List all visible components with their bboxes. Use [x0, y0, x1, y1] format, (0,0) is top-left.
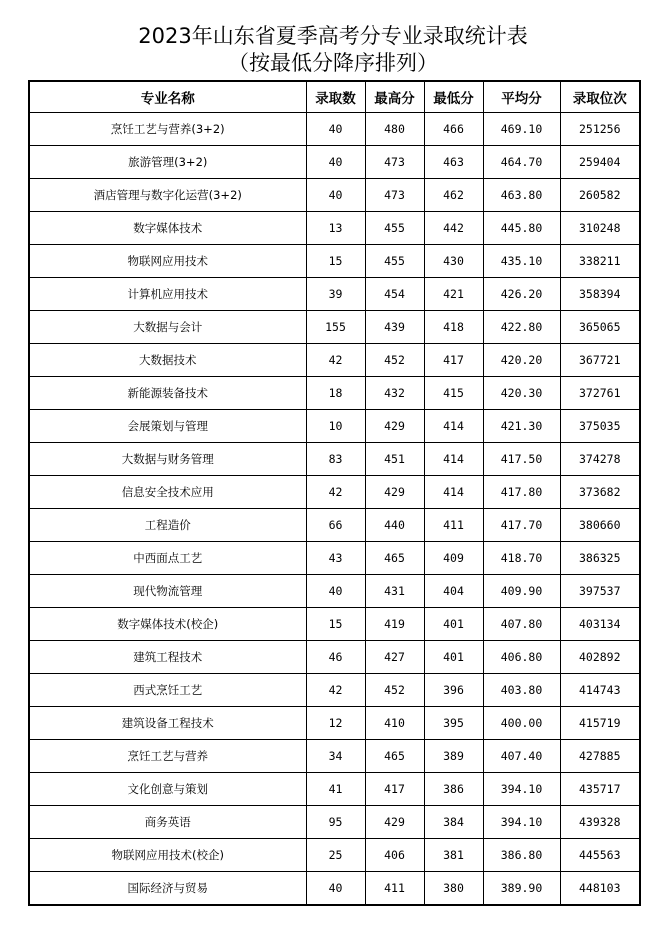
cell-admission-rank: 259404: [560, 146, 640, 179]
cell-admitted-count: 12: [306, 707, 365, 740]
cell-avg-score: 420.30: [483, 377, 560, 410]
table-row: [29, 740, 640, 773]
cell-min-score: 401: [424, 608, 483, 641]
table-row: [29, 410, 640, 443]
cell-admission-rank: 397537: [560, 575, 640, 608]
cell-admitted-count: 40: [306, 146, 365, 179]
cell-avg-score: 389.90: [483, 872, 560, 906]
table-row: [29, 839, 640, 872]
cell-major-name: 数字媒体技术(校企): [29, 608, 306, 641]
cell-max-score: 455: [365, 212, 424, 245]
header-max-score: 最高分: [365, 81, 424, 113]
cell-major-name: 建筑设备工程技术: [29, 707, 306, 740]
cell-max-score: 439: [365, 311, 424, 344]
table-row: [29, 311, 640, 344]
table-row: [29, 443, 640, 476]
cell-min-score: 386: [424, 773, 483, 806]
cell-avg-score: 406.80: [483, 641, 560, 674]
cell-avg-score: 417.80: [483, 476, 560, 509]
cell-admission-rank: 427885: [560, 740, 640, 773]
cell-min-score: 381: [424, 839, 483, 872]
cell-major-name: 中西面点工艺: [29, 542, 306, 575]
header-avg-score: 平均分: [483, 81, 560, 113]
cell-avg-score: 422.80: [483, 311, 560, 344]
table-row: [29, 542, 640, 575]
cell-admission-rank: 445563: [560, 839, 640, 872]
cell-avg-score: 417.70: [483, 509, 560, 542]
cell-admitted-count: 25: [306, 839, 365, 872]
cell-max-score: 432: [365, 377, 424, 410]
cell-min-score: 417: [424, 344, 483, 377]
table-row: [29, 575, 640, 608]
cell-min-score: 389: [424, 740, 483, 773]
cell-admitted-count: 13: [306, 212, 365, 245]
cell-admitted-count: 155: [306, 311, 365, 344]
cell-avg-score: 386.80: [483, 839, 560, 872]
cell-max-score: 427: [365, 641, 424, 674]
cell-min-score: 384: [424, 806, 483, 839]
cell-min-score: 414: [424, 476, 483, 509]
cell-max-score: 411: [365, 872, 424, 906]
cell-avg-score: 421.30: [483, 410, 560, 443]
table-row: [29, 245, 640, 278]
cell-major-name: 计算机应用技术: [29, 278, 306, 311]
cell-major-name: 商务英语: [29, 806, 306, 839]
cell-admission-rank: 448103: [560, 872, 640, 906]
cell-admission-rank: 374278: [560, 443, 640, 476]
cell-max-score: 480: [365, 113, 424, 146]
cell-avg-score: 417.50: [483, 443, 560, 476]
cell-admission-rank: 403134: [560, 608, 640, 641]
cell-max-score: 410: [365, 707, 424, 740]
cell-min-score: 411: [424, 509, 483, 542]
header-min-score: 最低分: [424, 81, 483, 113]
document-subtitle: （按最低分降序排列）: [228, 51, 438, 75]
cell-min-score: 442: [424, 212, 483, 245]
cell-avg-score: 463.80: [483, 179, 560, 212]
cell-min-score: 380: [424, 872, 483, 906]
table-row: [29, 806, 640, 839]
cell-major-name: 建筑工程技术: [29, 641, 306, 674]
cell-admitted-count: 15: [306, 245, 365, 278]
cell-major-name: 烹饪工艺与营养(3+2): [29, 113, 306, 146]
cell-min-score: 421: [424, 278, 483, 311]
cell-admission-rank: 372761: [560, 377, 640, 410]
table-row: [29, 674, 640, 707]
cell-min-score: 430: [424, 245, 483, 278]
cell-major-name: 信息安全技术应用: [29, 476, 306, 509]
header-admission-rank: 录取位次: [560, 81, 640, 113]
cell-admitted-count: 40: [306, 113, 365, 146]
cell-min-score: 414: [424, 410, 483, 443]
cell-min-score: 418: [424, 311, 483, 344]
cell-admitted-count: 18: [306, 377, 365, 410]
cell-avg-score: 464.70: [483, 146, 560, 179]
cell-admission-rank: 439328: [560, 806, 640, 839]
cell-admitted-count: 83: [306, 443, 365, 476]
cell-admission-rank: 414743: [560, 674, 640, 707]
cell-max-score: 429: [365, 806, 424, 839]
cell-avg-score: 469.10: [483, 113, 560, 146]
cell-major-name: 大数据与财务管理: [29, 443, 306, 476]
table-body: [29, 113, 640, 906]
table-row: [29, 113, 640, 146]
cell-min-score: 396: [424, 674, 483, 707]
cell-major-name: 大数据技术: [29, 344, 306, 377]
cell-major-name: 文化创意与策划: [29, 773, 306, 806]
cell-admission-rank: 367721: [560, 344, 640, 377]
table-row: [29, 641, 640, 674]
cell-major-name: 会展策划与管理: [29, 410, 306, 443]
cell-min-score: 409: [424, 542, 483, 575]
cell-avg-score: 435.10: [483, 245, 560, 278]
cell-min-score: 395: [424, 707, 483, 740]
cell-admission-rank: 358394: [560, 278, 640, 311]
cell-max-score: 452: [365, 344, 424, 377]
cell-major-name: 数字媒体技术: [29, 212, 306, 245]
cell-avg-score: 400.00: [483, 707, 560, 740]
cell-max-score: 419: [365, 608, 424, 641]
cell-major-name: 大数据与会计: [29, 311, 306, 344]
cell-admitted-count: 42: [306, 344, 365, 377]
table-row: [29, 773, 640, 806]
cell-admission-rank: 373682: [560, 476, 640, 509]
table-row: [29, 146, 640, 179]
cell-major-name: 物联网应用技术(校企): [29, 839, 306, 872]
cell-max-score: 454: [365, 278, 424, 311]
cell-admitted-count: 40: [306, 179, 365, 212]
cell-min-score: 415: [424, 377, 483, 410]
cell-max-score: 473: [365, 146, 424, 179]
cell-admission-rank: 435717: [560, 773, 640, 806]
cell-admission-rank: 386325: [560, 542, 640, 575]
cell-max-score: 417: [365, 773, 424, 806]
cell-min-score: 401: [424, 641, 483, 674]
table-header-row: [29, 81, 640, 113]
cell-max-score: 440: [365, 509, 424, 542]
cell-admission-rank: 338211: [560, 245, 640, 278]
cell-min-score: 414: [424, 443, 483, 476]
cell-avg-score: 394.10: [483, 806, 560, 839]
cell-max-score: 429: [365, 476, 424, 509]
header-admitted-count: 录取数: [306, 81, 365, 113]
cell-admitted-count: 66: [306, 509, 365, 542]
table-row: [29, 179, 640, 212]
cell-avg-score: 445.80: [483, 212, 560, 245]
cell-major-name: 烹饪工艺与营养: [29, 740, 306, 773]
table-row: [29, 707, 640, 740]
cell-major-name: 西式烹饪工艺: [29, 674, 306, 707]
table-row: [29, 476, 640, 509]
document-title: 2023年山东省夏季高考分专业录取统计表: [138, 24, 528, 48]
cell-max-score: 455: [365, 245, 424, 278]
cell-admitted-count: 10: [306, 410, 365, 443]
table-row: [29, 212, 640, 245]
cell-avg-score: 426.20: [483, 278, 560, 311]
cell-max-score: 465: [365, 740, 424, 773]
table-row: [29, 872, 640, 906]
cell-major-name: 现代物流管理: [29, 575, 306, 608]
cell-major-name: 旅游管理(3+2): [29, 146, 306, 179]
cell-admitted-count: 43: [306, 542, 365, 575]
table-row: [29, 344, 640, 377]
cell-admission-rank: 415719: [560, 707, 640, 740]
table-row: [29, 278, 640, 311]
cell-avg-score: 403.80: [483, 674, 560, 707]
cell-avg-score: 409.90: [483, 575, 560, 608]
cell-admission-rank: 375035: [560, 410, 640, 443]
table-row: [29, 608, 640, 641]
cell-admitted-count: 42: [306, 476, 365, 509]
cell-avg-score: 420.20: [483, 344, 560, 377]
admission-stats-table: [28, 80, 641, 906]
table-row: [29, 377, 640, 410]
cell-admitted-count: 95: [306, 806, 365, 839]
table-row: [29, 509, 640, 542]
cell-min-score: 463: [424, 146, 483, 179]
cell-admission-rank: 365065: [560, 311, 640, 344]
cell-max-score: 452: [365, 674, 424, 707]
cell-admission-rank: 402892: [560, 641, 640, 674]
cell-min-score: 462: [424, 179, 483, 212]
cell-avg-score: 407.40: [483, 740, 560, 773]
cell-admitted-count: 46: [306, 641, 365, 674]
title-block: [0, 22, 666, 76]
cell-min-score: 466: [424, 113, 483, 146]
cell-admitted-count: 40: [306, 575, 365, 608]
cell-admission-rank: 251256: [560, 113, 640, 146]
cell-min-score: 404: [424, 575, 483, 608]
cell-max-score: 465: [365, 542, 424, 575]
cell-avg-score: 394.10: [483, 773, 560, 806]
cell-admission-rank: 380660: [560, 509, 640, 542]
cell-max-score: 451: [365, 443, 424, 476]
cell-admitted-count: 39: [306, 278, 365, 311]
cell-admitted-count: 15: [306, 608, 365, 641]
cell-admitted-count: 42: [306, 674, 365, 707]
cell-major-name: 国际经济与贸易: [29, 872, 306, 906]
cell-major-name: 新能源装备技术: [29, 377, 306, 410]
cell-max-score: 429: [365, 410, 424, 443]
cell-admitted-count: 34: [306, 740, 365, 773]
cell-avg-score: 407.80: [483, 608, 560, 641]
cell-max-score: 473: [365, 179, 424, 212]
cell-admitted-count: 41: [306, 773, 365, 806]
cell-admitted-count: 40: [306, 872, 365, 906]
cell-avg-score: 418.70: [483, 542, 560, 575]
cell-major-name: 物联网应用技术: [29, 245, 306, 278]
cell-major-name: 工程造价: [29, 509, 306, 542]
cell-admission-rank: 310248: [560, 212, 640, 245]
cell-max-score: 431: [365, 575, 424, 608]
cell-major-name: 酒店管理与数字化运营(3+2): [29, 179, 306, 212]
cell-admission-rank: 260582: [560, 179, 640, 212]
header-major-name: 专业名称: [29, 81, 306, 113]
cell-max-score: 406: [365, 839, 424, 872]
